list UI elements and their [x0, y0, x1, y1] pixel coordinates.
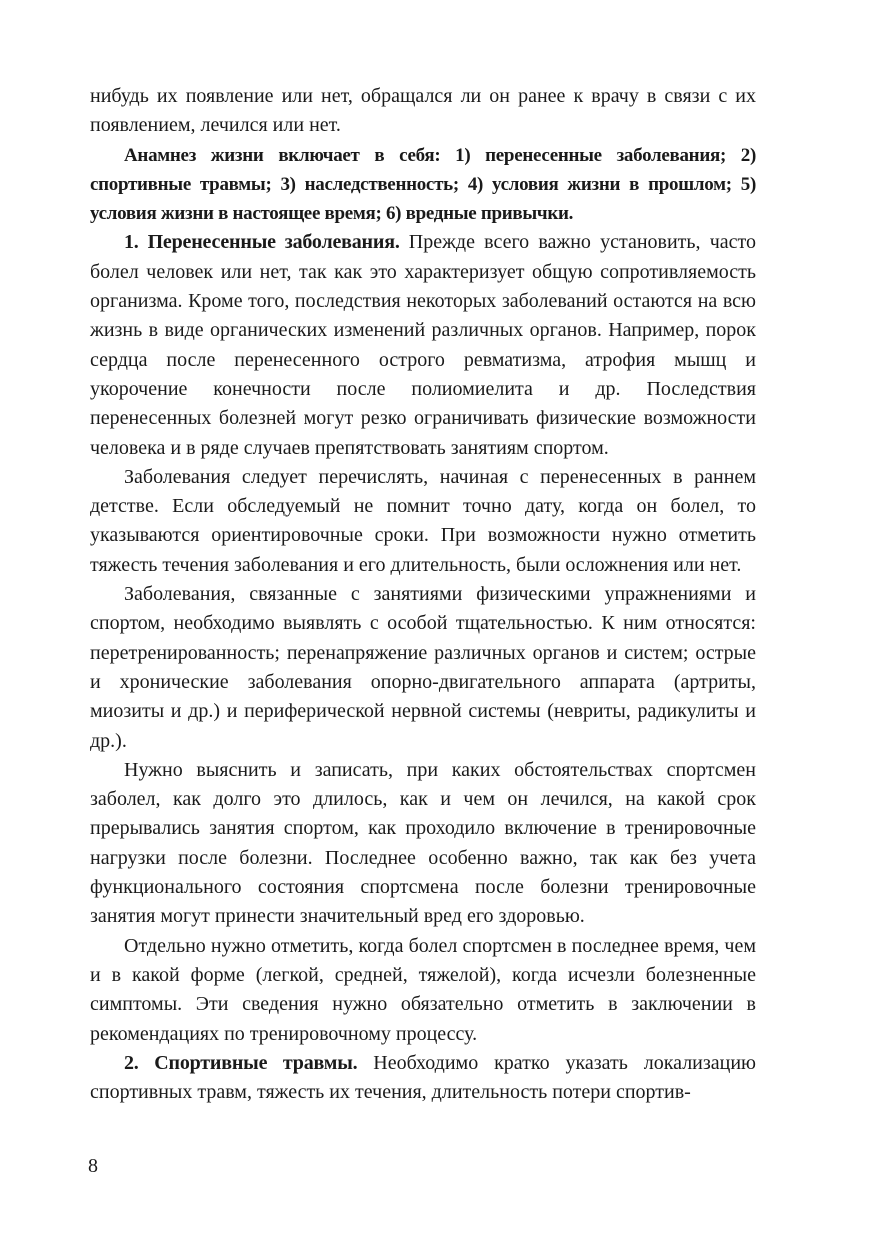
- paragraph-past-diseases-text: Прежде всего важно установить, часто болел человек или нет, так как это характеризует общую сопротивляемость организма. Кроме того, последствия некоторых заболеваний остаются на всю жизнь в виде органических изменений различных органов. Например, порок сердца после перенесенного острого ревматизма, атрофия мышц и укорочение конечности после полиомиелита и др. Последствия перенесенных болезней могут резко ограничивать физические возможности человека и в ряде случаев препятствовать занятиям спортом.: [90, 231, 756, 459]
- paragraph-life-anamnesis: Анамнез жизни включает в себя: 1) перенесенные заболевания; 2) спортивные травмы; 3) наследственность; 4) условия жизни в прошлом; 5) условия жизни в настоящее время; 6) вредные привычки.: [90, 144, 756, 225]
- paragraph-past-diseases: [90, 228, 756, 462]
- page-number: 8: [88, 1155, 98, 1177]
- paragraph-disease-listing: Заболевания следует перечислять, начиная с перенесенных в раннем детстве. Если обследуемый не помнит точно дату, когда он болел, то указываются ориентировочные сроки. При возможности нужно отметить тяжесть течения заболевания и его длительность, были осложнения или нет.: [90, 465, 756, 576]
- paragraph-sports-injuries-text: Необходимо кратко указать локализацию спортивных травм, тяжесть их течения, длительность потери спортив-: [90, 1051, 756, 1104]
- paragraph-record-circumstances: Нужно выяснить и записать, при каких обстоятельствах спортсмен заболел, как долго это длилось, как и чем он лечился, на какой срок прерывались занятия спортом, как проходило включение в тренировочные нагрузки после болезни. Последнее особенно важно, так как без учета функционального состояния спортсмена после болезни тренировочные занятия могут принести значительный вред его здоровью.: [90, 758, 756, 928]
- paragraph-recent-illness: Отдельно нужно отметить, когда болел спортсмен в последнее время, чем и в какой форме (легкой, средней, тяжелой), когда исчезли болезненные симптомы. Эти сведения нужно обязательно отметить в заключении в рекомендациях по тренировочному процессу.: [90, 934, 756, 1045]
- page-body: [90, 82, 756, 1107]
- paragraph-sport-related-diseases: Заболевания, связанные с занятиями физическими упражнениями и спортом, необходимо выявлять с особой тщательностью. К ним относятся: перетренированность; перенапряжение различных органов и систем; острые и хронические заболевания опорно-двигательного аппарата (артриты, миозиты и др.) и периферической нервной системы (невриты, радикулиты и др.).: [90, 583, 756, 752]
- paragraph-sports-injuries: [90, 1049, 756, 1108]
- section-heading-sports-injuries: 2. Спортивные травмы.: [124, 1051, 358, 1074]
- paragraph-continuation: нибудь их появление или нет, обращался ли он ранее к врачу в связи с их появлением, лечился или нет.: [90, 85, 756, 137]
- section-heading-past-diseases: 1. Перенесенные заболевания.: [124, 231, 400, 254]
